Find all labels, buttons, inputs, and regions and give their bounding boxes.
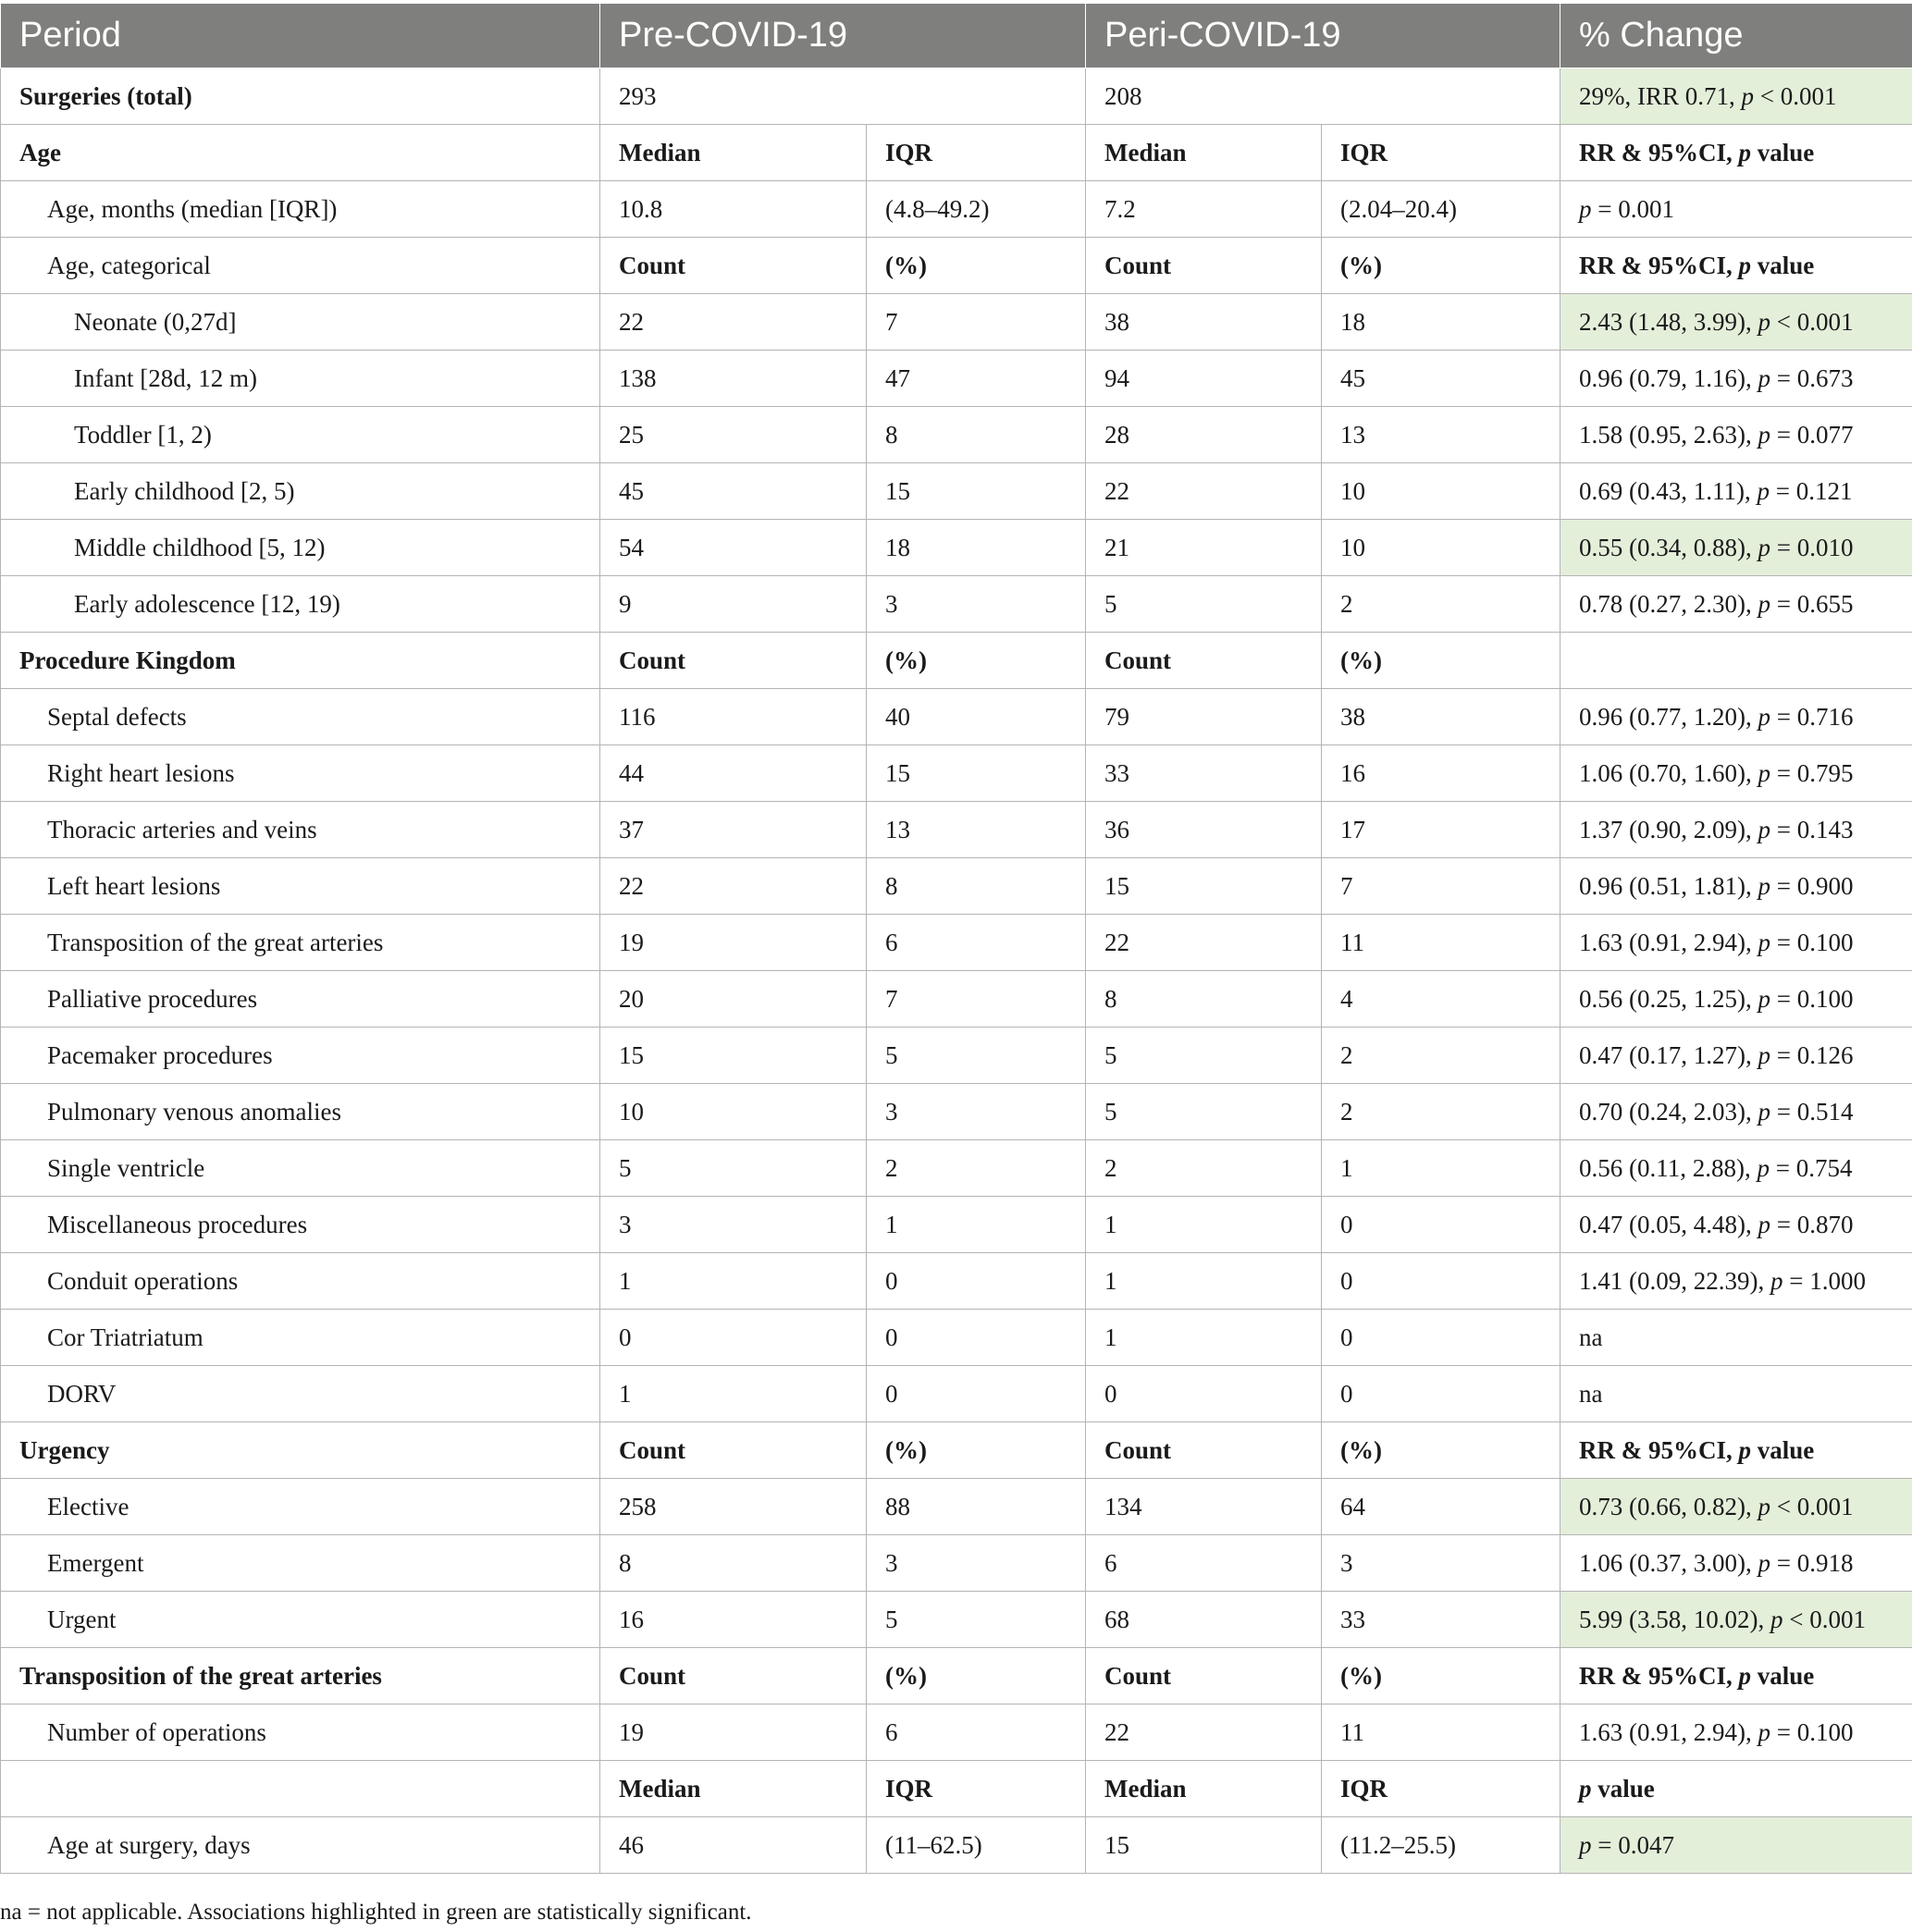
row-label: Early childhood [2, 5)	[1, 463, 600, 520]
cell-pre-a: 1	[600, 1253, 867, 1310]
cell-pre-a: 44	[600, 745, 867, 802]
row-label: Number of operations	[1, 1704, 600, 1761]
cell-peri-b: 1	[1322, 1140, 1560, 1197]
cell-pre-b: 15	[867, 745, 1086, 802]
cell-pre-a: 22	[600, 858, 867, 915]
cell-pre-b: 6	[867, 1704, 1086, 1761]
cell-change: 5.99 (3.58, 10.02), p < 0.001	[1560, 1592, 1912, 1648]
cell-peri: 208	[1086, 68, 1560, 125]
cell-change: RR & 95%CI, p value	[1560, 1648, 1912, 1704]
table-row	[1, 520, 1912, 576]
cell-pre-b: (%)	[867, 633, 1086, 689]
cell-peri-b: 4	[1322, 971, 1560, 1028]
table-row	[1, 745, 1912, 802]
table-row	[1, 1817, 1912, 1874]
cell-pre-b: 8	[867, 858, 1086, 915]
row-label: Toddler [1, 2)	[1, 407, 600, 463]
cell-pre-a: 16	[600, 1592, 867, 1648]
cell-peri-b: 16	[1322, 745, 1560, 802]
cell-pre-b: 13	[867, 802, 1086, 858]
cell-change: na	[1560, 1366, 1912, 1422]
table-body	[1, 68, 1912, 1874]
cell-pre-a: 1	[600, 1366, 867, 1422]
cell-change: RR & 95%CI, p value	[1560, 238, 1912, 294]
cell-change: p = 0.047	[1560, 1817, 1912, 1874]
cell-peri-b: 2	[1322, 576, 1560, 633]
cell-pre-b: 5	[867, 1028, 1086, 1084]
cell-peri-b: IQR	[1322, 125, 1560, 181]
table-row	[1, 1310, 1912, 1366]
cell-peri-b: 7	[1322, 858, 1560, 915]
cell-pre-a: 10	[600, 1084, 867, 1140]
cell-pre-a: 3	[600, 1197, 867, 1253]
cell-pre-a: 10.8	[600, 181, 867, 238]
cell-change: 0.96 (0.79, 1.16), p = 0.673	[1560, 351, 1912, 407]
cell-peri-b: IQR	[1322, 1761, 1560, 1817]
cell-peri-a: Count	[1086, 633, 1322, 689]
cell-peri-b: 38	[1322, 689, 1560, 745]
row-label	[1, 1761, 600, 1817]
cell-change: p = 0.001	[1560, 181, 1912, 238]
cell-peri-a: 33	[1086, 745, 1322, 802]
cell-change: 0.56 (0.11, 2.88), p = 0.754	[1560, 1140, 1912, 1197]
cell-peri-a: 8	[1086, 971, 1322, 1028]
cell-peri-a: Count	[1086, 238, 1322, 294]
cell-change: 0.69 (0.43, 1.11), p = 0.121	[1560, 463, 1912, 520]
cell-peri-a: 21	[1086, 520, 1322, 576]
table-row	[1, 858, 1912, 915]
cell-change: 0.56 (0.25, 1.25), p = 0.100	[1560, 971, 1912, 1028]
cell-peri-a: 15	[1086, 858, 1322, 915]
cell-pre-a: 45	[600, 463, 867, 520]
cell-change	[1560, 633, 1912, 689]
cell-peri-b: 10	[1322, 463, 1560, 520]
row-label: Septal defects	[1, 689, 600, 745]
cell-pre-b: 18	[867, 520, 1086, 576]
cell-pre-a: Median	[600, 125, 867, 181]
cell-peri-b: (%)	[1322, 1422, 1560, 1479]
cell-change: 1.37 (0.90, 2.09), p = 0.143	[1560, 802, 1912, 858]
cell-peri-b: (%)	[1322, 633, 1560, 689]
table-row	[1, 1648, 1912, 1704]
cell-pre-b: 5	[867, 1592, 1086, 1648]
cell-peri-a: 5	[1086, 1028, 1322, 1084]
cell-peri-a: 38	[1086, 294, 1322, 351]
table-row	[1, 407, 1912, 463]
row-label: Age, months (median [IQR])	[1, 181, 600, 238]
row-label: Emergent	[1, 1535, 600, 1592]
row-label: Left heart lesions	[1, 858, 600, 915]
cell-peri-b: 2	[1322, 1028, 1560, 1084]
row-label: Middle childhood [5, 12)	[1, 520, 600, 576]
cell-pre-b: 88	[867, 1479, 1086, 1535]
cell-peri-b: (%)	[1322, 1648, 1560, 1704]
cell-peri-b: 0	[1322, 1197, 1560, 1253]
cell-peri-b: 64	[1322, 1479, 1560, 1535]
cell-pre-b: (%)	[867, 1648, 1086, 1704]
row-label: Thoracic arteries and veins	[1, 802, 600, 858]
table-row	[1, 1761, 1912, 1817]
cell-pre-b: 6	[867, 915, 1086, 971]
row-label: Early adolescence [12, 19)	[1, 576, 600, 633]
header-peri-covid: Peri-COVID-19	[1086, 4, 1560, 68]
cell-peri-a: 7.2	[1086, 181, 1322, 238]
cell-peri-a: 94	[1086, 351, 1322, 407]
data-table	[0, 3, 1912, 1874]
cell-pre-a: 0	[600, 1310, 867, 1366]
cell-pre-b: (11–62.5)	[867, 1817, 1086, 1874]
cell-peri-a: 5	[1086, 576, 1322, 633]
row-label: Age	[1, 125, 600, 181]
cell-peri-a: 79	[1086, 689, 1322, 745]
row-label: Pacemaker procedures	[1, 1028, 600, 1084]
cell-change: 0.47 (0.17, 1.27), p = 0.126	[1560, 1028, 1912, 1084]
table-row	[1, 1535, 1912, 1592]
cell-pre-a: 22	[600, 294, 867, 351]
header-pre-covid: Pre-COVID-19	[600, 4, 1086, 68]
cell-peri-a: Count	[1086, 1648, 1322, 1704]
cell-peri-a: 1	[1086, 1310, 1322, 1366]
cell-pre-b: IQR	[867, 1761, 1086, 1817]
table-row	[1, 576, 1912, 633]
table-row	[1, 1422, 1912, 1479]
cell-peri-a: 2	[1086, 1140, 1322, 1197]
cell-change: 1.58 (0.95, 2.63), p = 0.077	[1560, 407, 1912, 463]
cell-change: 0.70 (0.24, 2.03), p = 0.514	[1560, 1084, 1912, 1140]
cell-change: 1.06 (0.70, 1.60), p = 0.795	[1560, 745, 1912, 802]
cell-pre-a: Count	[600, 1648, 867, 1704]
cell-peri-a: Median	[1086, 1761, 1322, 1817]
cell-pre-b: (%)	[867, 238, 1086, 294]
cell-peri-a: 1	[1086, 1197, 1322, 1253]
table-row	[1, 802, 1912, 858]
cell-peri-a: 1	[1086, 1253, 1322, 1310]
row-label: Right heart lesions	[1, 745, 600, 802]
cell-pre-b: 47	[867, 351, 1086, 407]
cell-pre-b: 0	[867, 1310, 1086, 1366]
cell-peri-a: 36	[1086, 802, 1322, 858]
cell-pre-a: 9	[600, 576, 867, 633]
cell-pre-b: 40	[867, 689, 1086, 745]
cell-pre-a: 46	[600, 1817, 867, 1874]
row-label: Pulmonary venous anomalies	[1, 1084, 600, 1140]
row-label: Age at surgery, days	[1, 1817, 600, 1874]
cell-peri-b: (2.04–20.4)	[1322, 181, 1560, 238]
table-row	[1, 971, 1912, 1028]
cell-peri-b: 0	[1322, 1310, 1560, 1366]
table-row	[1, 68, 1912, 125]
header-change: % Change	[1560, 4, 1912, 68]
table-row	[1, 294, 1912, 351]
row-label: Conduit operations	[1, 1253, 600, 1310]
cell-peri-a: 15	[1086, 1817, 1322, 1874]
cell-pre-b: 3	[867, 1084, 1086, 1140]
cell-peri-a: Count	[1086, 1422, 1322, 1479]
cell-peri-a: 6	[1086, 1535, 1322, 1592]
table-row	[1, 1592, 1912, 1648]
header-period: Period	[1, 4, 600, 68]
cell-pre-b: 7	[867, 294, 1086, 351]
table-row	[1, 463, 1912, 520]
cell-peri-b: 3	[1322, 1535, 1560, 1592]
row-label: Miscellaneous procedures	[1, 1197, 600, 1253]
table-row	[1, 1704, 1912, 1761]
cell-change: RR & 95%CI, p value	[1560, 1422, 1912, 1479]
cell-change: 1.63 (0.91, 2.94), p = 0.100	[1560, 915, 1912, 971]
cell-peri-b: 17	[1322, 802, 1560, 858]
cell-change: 0.96 (0.51, 1.81), p = 0.900	[1560, 858, 1912, 915]
cell-peri-b: 18	[1322, 294, 1560, 351]
table-row	[1, 633, 1912, 689]
table-row	[1, 351, 1912, 407]
cell-pre-a: 258	[600, 1479, 867, 1535]
cell-change: 1.41 (0.09, 22.39), p = 1.000	[1560, 1253, 1912, 1310]
cell-change: na	[1560, 1310, 1912, 1366]
cell-peri-b: 2	[1322, 1084, 1560, 1140]
cell-pre-a: Count	[600, 238, 867, 294]
cell-pre-b: 8	[867, 407, 1086, 463]
cell-pre-a: 19	[600, 915, 867, 971]
cell-pre-b: 3	[867, 1535, 1086, 1592]
row-label: Transposition of the great arteries	[1, 1648, 600, 1704]
cell-peri-b: (%)	[1322, 238, 1560, 294]
cell-pre-a: Median	[600, 1761, 867, 1817]
cell-pre-b: (%)	[867, 1422, 1086, 1479]
table-row	[1, 125, 1912, 181]
cell-pre-a: 25	[600, 407, 867, 463]
cell-pre-b: 15	[867, 463, 1086, 520]
cell-peri-a: 134	[1086, 1479, 1322, 1535]
header-row	[1, 4, 1912, 68]
cell-pre-b: 1	[867, 1197, 1086, 1253]
cell-change: 0.55 (0.34, 0.88), p = 0.010	[1560, 520, 1912, 576]
row-label: Palliative procedures	[1, 971, 600, 1028]
cell-peri-a: 22	[1086, 1704, 1322, 1761]
cell-pre-a: 19	[600, 1704, 867, 1761]
row-label: Transposition of the great arteries	[1, 915, 600, 971]
row-label: Cor Triatriatum	[1, 1310, 600, 1366]
cell-pre-b: 2	[867, 1140, 1086, 1197]
cell-peri-b: 33	[1322, 1592, 1560, 1648]
cell-change: 0.47 (0.05, 4.48), p = 0.870	[1560, 1197, 1912, 1253]
cell-change: 29%, IRR 0.71, p < 0.001	[1560, 68, 1912, 125]
row-label: Neonate (0,27d]	[1, 294, 600, 351]
cell-peri-b: 10	[1322, 520, 1560, 576]
cell-peri-b: 11	[1322, 1704, 1560, 1761]
table-row	[1, 1253, 1912, 1310]
cell-peri-a: 68	[1086, 1592, 1322, 1648]
cell-change: 0.96 (0.77, 1.20), p = 0.716	[1560, 689, 1912, 745]
cell-pre-b: 0	[867, 1366, 1086, 1422]
table-row	[1, 1366, 1912, 1422]
row-label: Surgeries (total)	[1, 68, 600, 125]
cell-peri-a: 22	[1086, 463, 1322, 520]
cell-pre-a: 138	[600, 351, 867, 407]
cell-pre-b: (4.8–49.2)	[867, 181, 1086, 238]
row-label: Age, categorical	[1, 238, 600, 294]
cell-change: 1.63 (0.91, 2.94), p = 0.100	[1560, 1704, 1912, 1761]
table-row	[1, 238, 1912, 294]
cell-change: 1.06 (0.37, 3.00), p = 0.918	[1560, 1535, 1912, 1592]
cell-change: 0.73 (0.66, 0.82), p < 0.001	[1560, 1479, 1912, 1535]
cell-pre-b: 3	[867, 576, 1086, 633]
cell-peri-b: 0	[1322, 1253, 1560, 1310]
row-label: DORV	[1, 1366, 600, 1422]
cell-pre-b: 7	[867, 971, 1086, 1028]
cell-peri-a: Median	[1086, 125, 1322, 181]
row-label: Procedure Kingdom	[1, 633, 600, 689]
table-row	[1, 1028, 1912, 1084]
cell-change: RR & 95%CI, p value	[1560, 125, 1912, 181]
cell-pre-b: 0	[867, 1253, 1086, 1310]
cell-change: 0.78 (0.27, 2.30), p = 0.655	[1560, 576, 1912, 633]
cell-peri-b: (11.2–25.5)	[1322, 1817, 1560, 1874]
cell-pre-a: 54	[600, 520, 867, 576]
row-label: Infant [28d, 12 m)	[1, 351, 600, 407]
cell-pre: 293	[600, 68, 1086, 125]
cell-pre-a: Count	[600, 633, 867, 689]
cell-pre-a: 37	[600, 802, 867, 858]
cell-peri-a: 22	[1086, 915, 1322, 971]
table-footnote: na = not applicable. Associations highlighted in green are statistically significant.	[0, 1900, 752, 1925]
row-label: Single ventricle	[1, 1140, 600, 1197]
cell-pre-b: IQR	[867, 125, 1086, 181]
table-row	[1, 1140, 1912, 1197]
table-row	[1, 1084, 1912, 1140]
table-row	[1, 181, 1912, 238]
cell-peri-a: 28	[1086, 407, 1322, 463]
cell-peri-a: 5	[1086, 1084, 1322, 1140]
row-label: Elective	[1, 1479, 600, 1535]
table-row	[1, 689, 1912, 745]
cell-change: 2.43 (1.48, 3.99), p < 0.001	[1560, 294, 1912, 351]
table-row	[1, 1197, 1912, 1253]
row-label: Urgency	[1, 1422, 600, 1479]
cell-pre-a: 5	[600, 1140, 867, 1197]
table-row	[1, 915, 1912, 971]
row-label: Urgent	[1, 1592, 600, 1648]
cell-peri-a: 0	[1086, 1366, 1322, 1422]
cell-pre-a: 116	[600, 689, 867, 745]
cell-pre-a: Count	[600, 1422, 867, 1479]
table-row	[1, 1479, 1912, 1535]
cell-peri-b: 13	[1322, 407, 1560, 463]
cell-pre-a: 15	[600, 1028, 867, 1084]
cell-peri-b: 11	[1322, 915, 1560, 971]
cell-change: p value	[1560, 1761, 1912, 1817]
cell-pre-a: 8	[600, 1535, 867, 1592]
cell-peri-b: 45	[1322, 351, 1560, 407]
cell-peri-b: 0	[1322, 1366, 1560, 1422]
cell-pre-a: 20	[600, 971, 867, 1028]
